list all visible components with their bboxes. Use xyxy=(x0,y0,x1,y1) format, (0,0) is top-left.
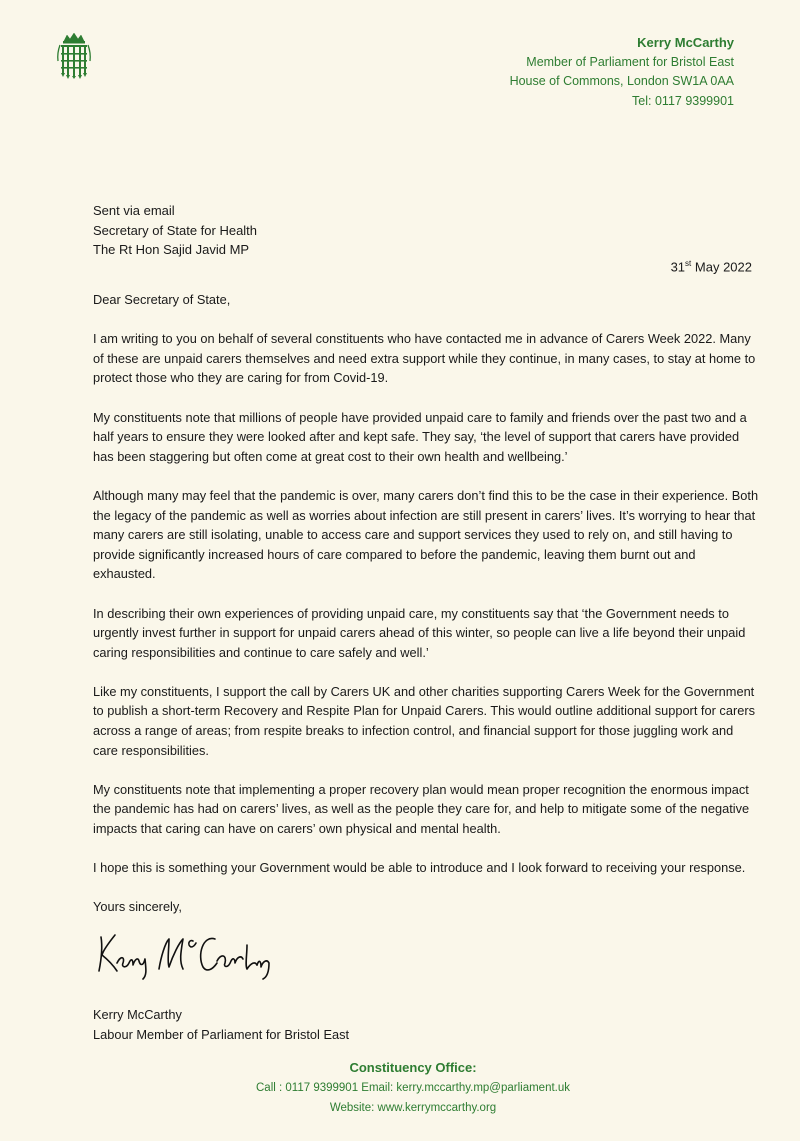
recipient-block xyxy=(93,201,257,260)
footer xyxy=(0,1058,800,1118)
body-paragraph: I hope this is something your Government would be able to introduce and I look forward to receiving your response. xyxy=(93,860,746,876)
mp-role: Member of Parliament for Bristol East xyxy=(526,54,734,69)
letter-body xyxy=(93,290,761,937)
date-day: 31 xyxy=(670,259,686,275)
footer-office-heading: Constituency Office: xyxy=(349,1060,477,1075)
letter-date xyxy=(671,259,752,274)
mp-letterhead xyxy=(510,33,734,111)
date-suffix: st xyxy=(685,259,692,268)
recipient-name: The Rt Hon Sajid Javid MP xyxy=(93,242,250,257)
footer-contact: Call : 0117 9399901 Email: kerry.mccarthy.mp@parliament.uk xyxy=(256,1082,570,1094)
portcullis-icon xyxy=(54,33,94,79)
salutation: Dear Secretary of State, xyxy=(93,292,231,307)
body-paragraph: Although many may feel that the pandemic is over, many carers don’t find this to be the case in their experience. Both the legacy of the pandemic as well as worries about infection are still present in carers’ lives. It’s worrying to hear that many carers are still isolating, unable to access care and support services they used to rely on, and still having to provide significantly increased hours of care compared to before the pandemic, leaving them burnt out and exhausted. xyxy=(93,487,759,582)
signoff-title: Labour Member of Parliament for Bristol East xyxy=(93,1026,350,1042)
body-paragraph: Like my constituents, I support the call by Carers UK and other charities supporting Carers Week for the Government to publish a short-term Recovery and Respite Plan for Unpaid Carers. This would outline additional support for carers across a range of areas; from respite breaks to infection control, and financial support for those juggling work and care responsibilities. xyxy=(93,683,755,758)
mp-address: House of Commons, London SW1A 0AA xyxy=(509,74,734,88)
mp-telephone: Tel: 0117 9399901 xyxy=(632,93,734,108)
signoff-name: Kerry McCarthy xyxy=(93,1007,182,1022)
recipient-title: Secretary of State for Health xyxy=(93,222,258,238)
body-paragraph: My constituents note that implementing a proper recovery plan would mean proper recognition the enormous impact the pandemic has had on carers’ lives, as well as the people they care for, and help to mitigate some of the negative impacts that caring can have on carers’ own physical and mental health. xyxy=(93,781,750,837)
delivery-method: Sent via email xyxy=(93,203,175,218)
footer-website: Website: www.kerrymccarthy.org xyxy=(329,1102,497,1114)
date-month-year: May 2022 xyxy=(694,259,752,275)
signoff-block xyxy=(93,1005,349,1044)
handwritten-signature xyxy=(93,925,293,980)
mp-name: Kerry McCarthy xyxy=(637,35,734,50)
body-paragraph: In describing their own experiences of providing unpaid care, my constituents say that ‘the Government needs to urgently invest further in support for unpaid carers ahead of this winter, so people can live a life beyond their unpaid caring responsibilities and continue to care safely and well.’ xyxy=(93,605,746,660)
body-paragraph: My constituents note that millions of people have provided unpaid care to family and friends over the past two and a half years to ensure they were looked after and kept safe. They say, ‘the level of support that carers have provided has been staggering but often come at great cost to their own health and wellbeing.’ xyxy=(93,409,747,464)
body-paragraph: I am writing to you on behalf of several constituents who have contacted me in advance of Carers Week 2022. Many of these are unpaid carers themselves and need extra support while they continue, in many cases, to stay at home to protect those who they are caring for from Covid-19. xyxy=(93,331,756,386)
closing: Yours sincerely, xyxy=(93,899,182,915)
